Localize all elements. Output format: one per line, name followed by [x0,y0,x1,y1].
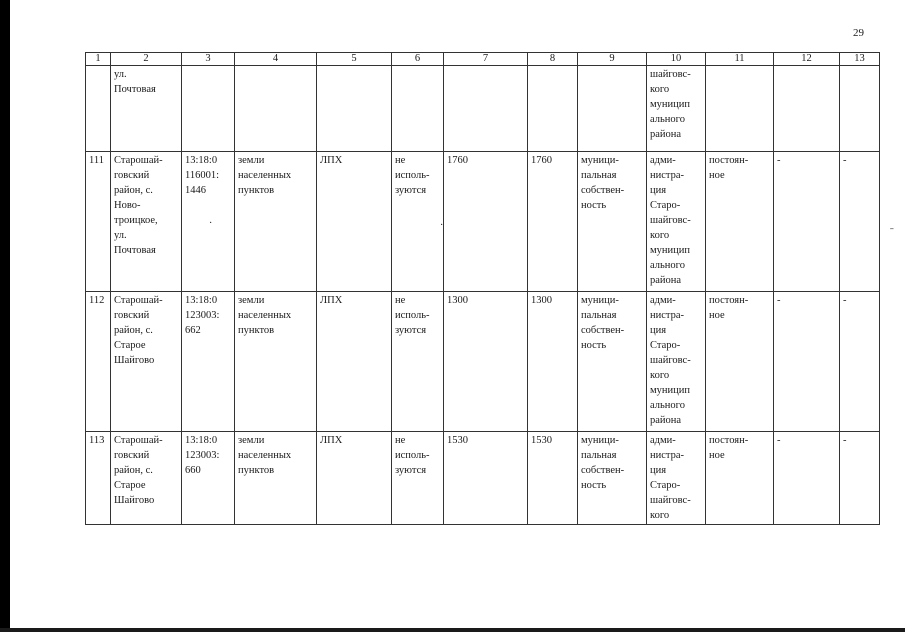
cell-col12: - [774,432,840,525]
cell-index [86,66,111,152]
cell-address: Старошай- говский район, с. Старое Шайгово [111,432,182,525]
scan-left-edge [0,0,10,628]
column-number: 11 [706,53,774,66]
cell-owner: адми- нистра- ция Старо- шайговс- кого муницип ального района [647,152,706,292]
cell-address: ул. Почтовая [111,66,182,152]
cell-index: 112 [86,292,111,432]
cell-col13: - [840,292,880,432]
cell-land-category: земли населенных пунктов [235,432,317,525]
cell-address: Старошай- говский район, с. Ново- троицкое, ул. Почтовая [111,152,182,292]
column-number: 3 [182,53,235,66]
cell-use-term: постоян- ное [706,292,774,432]
cell-area-2: 1300 [528,292,578,432]
table-row [86,152,880,292]
stray-dot: · [440,220,444,231]
cell-owner: адми- нистра- ция Старо- шайговс- кого муницип ального района [647,292,706,432]
cell-area: 1760 [444,152,528,292]
cell-col12: - [774,152,840,292]
column-number: 13 [840,53,880,66]
table-row [86,432,880,525]
cell-index: 111 [86,152,111,292]
column-number-row [86,53,880,66]
cell-usage-status: не исполь- зуются [392,292,444,432]
cell-area-2: 1760 [528,152,578,292]
cell-permitted-use: ЛПХ [317,152,392,292]
cell-area-2: 1530 [528,432,578,525]
cell-permitted-use: ЛПХ [317,292,392,432]
table-row [86,292,880,432]
cell-area [444,66,528,152]
stray-mark: ˗ [890,222,894,234]
cell-col12 [774,66,840,152]
scan-bottom-edge [0,628,905,632]
cell-area: 1300 [444,292,528,432]
cell-index: 113 [86,432,111,525]
column-number: 2 [111,53,182,66]
cell-use-term: постоян- ное [706,432,774,525]
cell-usage-status: не исполь- зуются [392,432,444,525]
column-number: 6 [392,53,444,66]
cell-cadastral-number: 13:18:0 116001: 1446 [182,152,235,292]
stray-dot: · [209,218,213,229]
land-registry-table [85,52,880,525]
cell-land-category [235,66,317,152]
cell-cadastral-number [182,66,235,152]
column-number: 4 [235,53,317,66]
cell-cadastral-number: 13:18:0 123003: 660 [182,432,235,525]
column-number: 9 [578,53,647,66]
cell-land-category: земли населенных пунктов [235,152,317,292]
cell-col13: - [840,432,880,525]
cell-ownership: муници- пальная собствен- ность [578,292,647,432]
cell-usage-status: не исполь- зуются [392,152,444,292]
cell-use-term: постоян- ное [706,152,774,292]
cell-area: 1530 [444,432,528,525]
cell-ownership: муници- пальная собствен- ность [578,432,647,525]
cell-permitted-use: ЛПХ [317,432,392,525]
table-row-continued [86,66,880,152]
cell-land-category: земли населенных пунктов [235,292,317,432]
cell-area-2 [528,66,578,152]
cell-owner: шайговс- кого муницип ального района [647,66,706,152]
cell-owner: адми- нистра- ция Старо- шайговс- кого [647,432,706,525]
cell-col13: - [840,152,880,292]
column-number: 5 [317,53,392,66]
column-number: 8 [528,53,578,66]
column-number: 10 [647,53,706,66]
cell-ownership [578,66,647,152]
cell-col13 [840,66,880,152]
column-number: 7 [444,53,528,66]
cell-address: Старошай- говский район, с. Старое Шайгово [111,292,182,432]
cell-ownership: муници- пальная собствен- ность [578,152,647,292]
cell-col12: - [774,292,840,432]
column-number: 1 [86,53,111,66]
cell-usage-status [392,66,444,152]
cell-use-term [706,66,774,152]
cell-permitted-use [317,66,392,152]
page-number: 29 [853,27,864,39]
cell-cadastral-number: 13:18:0 123003: 662 [182,292,235,432]
column-number: 12 [774,53,840,66]
